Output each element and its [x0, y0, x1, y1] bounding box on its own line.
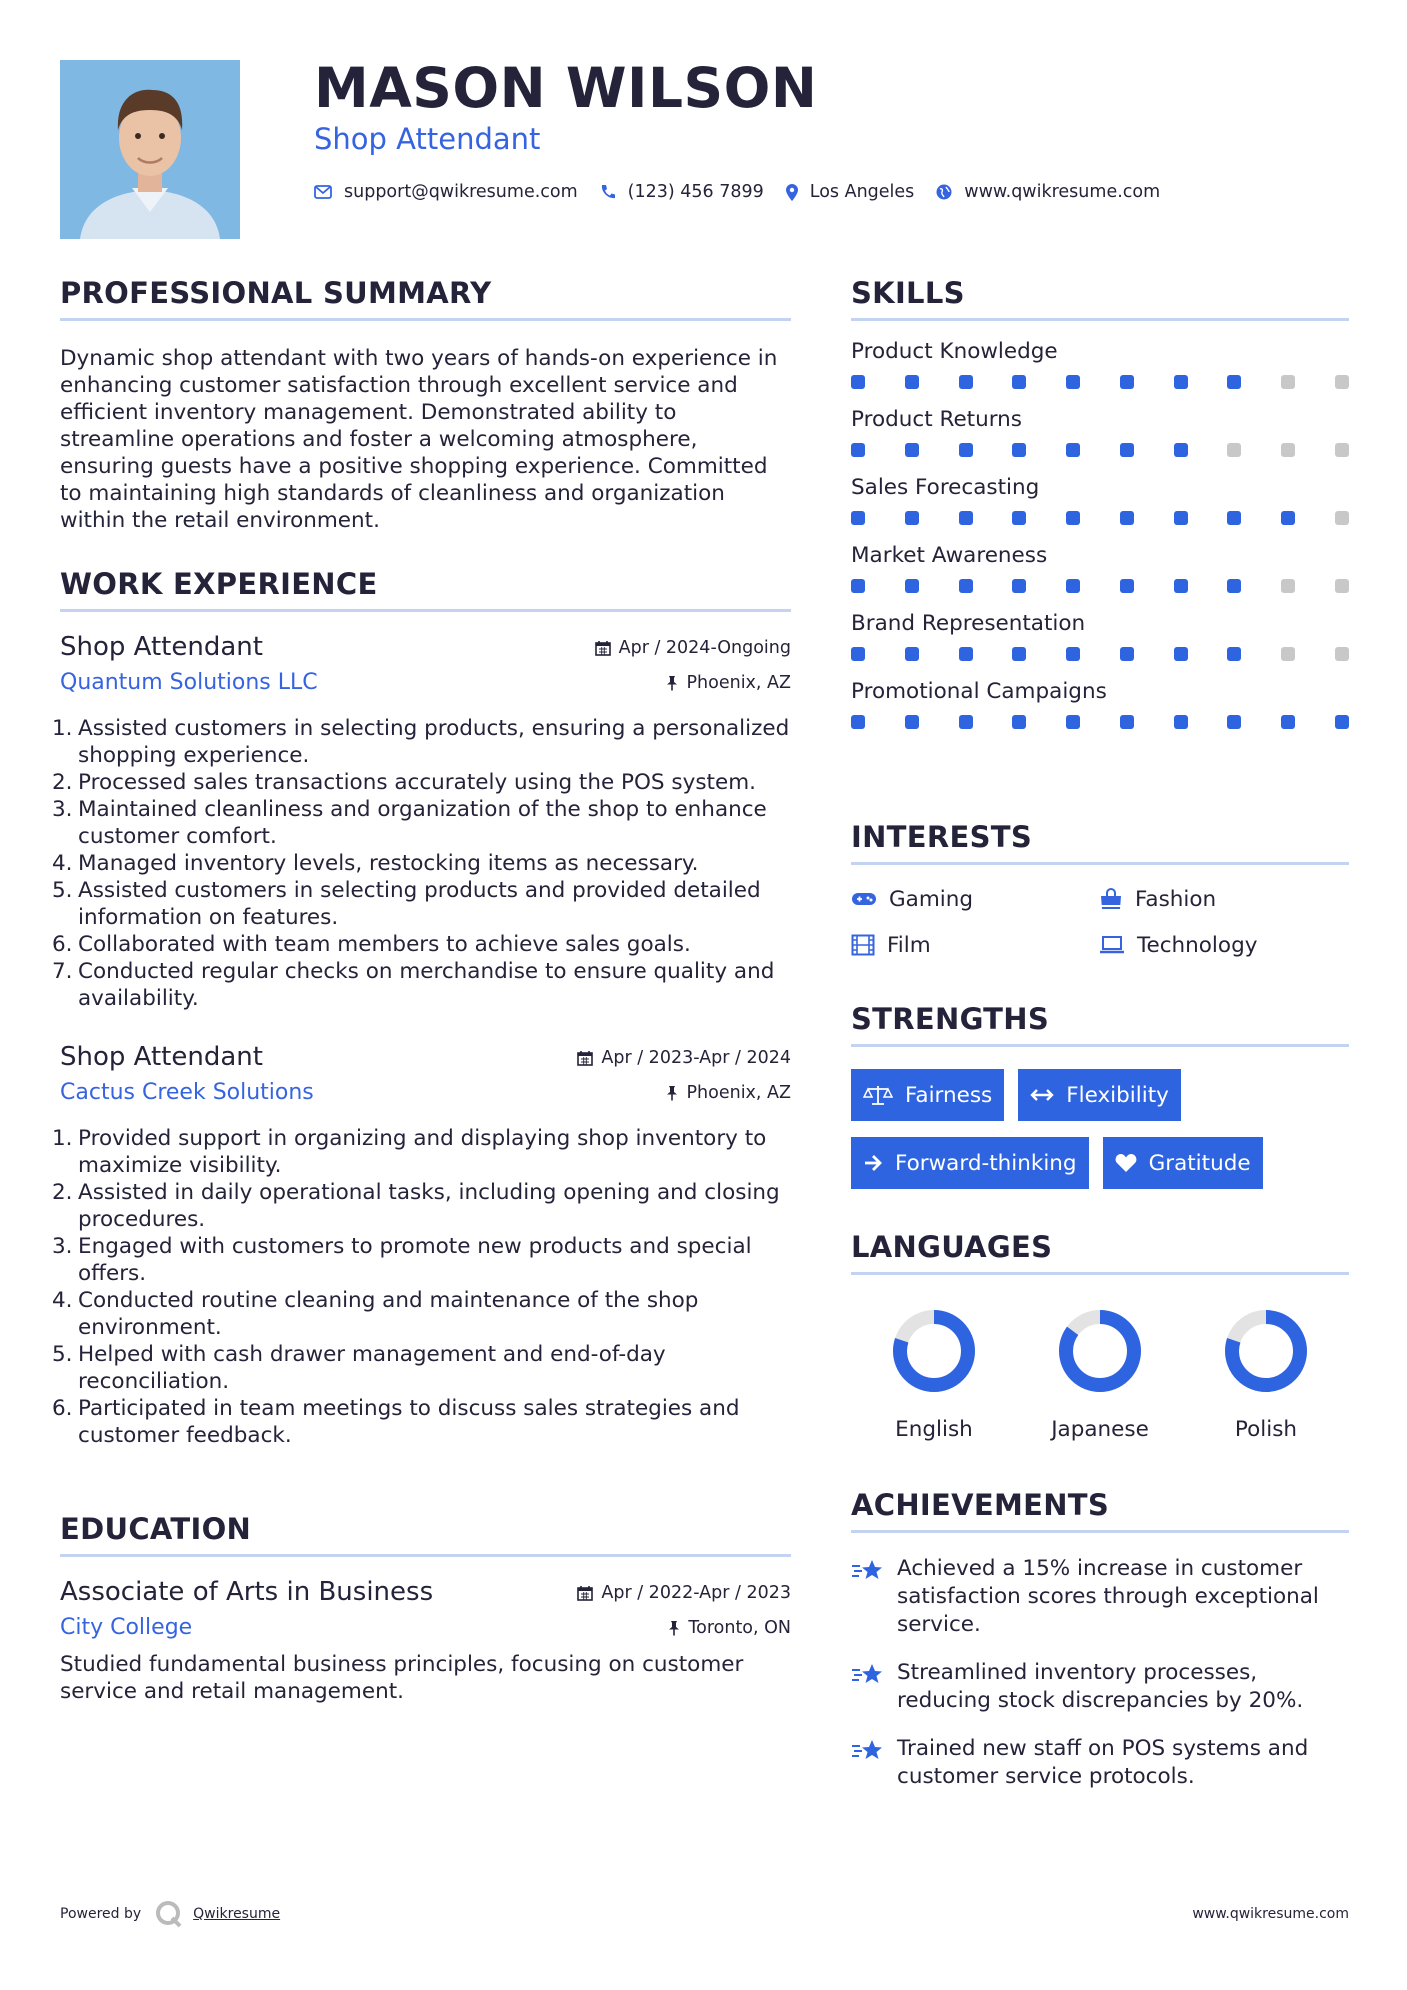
list-item: 6. Collaborated with team members to achieve sales goals.	[52, 932, 691, 957]
skill-dot-filled	[1066, 375, 1080, 389]
skill-dot-filled	[905, 443, 919, 457]
degree-title: Associate of Arts in Business	[60, 1577, 434, 1607]
language-proficiency-ring	[1224, 1309, 1308, 1393]
skill-dot-filled	[905, 647, 919, 661]
list-item: 4. Managed inventory levels, restocking items as necessary.	[52, 851, 699, 876]
skill-rating	[851, 503, 1349, 533]
education-heading: EDUCATION	[60, 1512, 252, 1546]
skills-section	[851, 276, 1349, 745]
skill-dot-empty	[1335, 375, 1349, 389]
skill-dot-filled	[851, 715, 865, 729]
education-section	[60, 1512, 791, 1705]
contact-location	[786, 182, 915, 202]
website-text: www.qwikresume.com	[964, 182, 1161, 202]
section-divider	[851, 862, 1349, 865]
achievements-heading: ACHIEVEMENTS	[851, 1488, 1110, 1522]
language-item	[851, 1309, 1017, 1442]
section-divider	[851, 1530, 1349, 1533]
interest-item: Fashion	[1099, 885, 1349, 913]
skill-dot-empty	[1281, 443, 1295, 457]
job-date: Apr / 2024-Ongoing	[595, 638, 791, 658]
skill-dot-filled	[959, 715, 973, 729]
skill-row	[851, 337, 1349, 397]
interest-item: Film	[851, 931, 1099, 959]
job-company: Cactus Creek Solutions	[60, 1080, 314, 1105]
skill-dot-empty	[1281, 647, 1295, 661]
list-item: 1. Assisted customers in selecting products, ensuring a personalized shopping experience.	[52, 716, 790, 768]
calendar-icon	[577, 1050, 593, 1066]
skill-name: Sales Forecasting	[851, 475, 1040, 500]
summary-text: Dynamic shop attendant with two years of hands-on experience in enhancing customer satisfaction through excellent service and efficient inventory management. Demonstrated ability to streamline operations and foster a welcoming atmosphere, ensuring guests have a positive shopping experience. Committed to maintaining high standards of cleanliness and organization within the retail environment.	[60, 346, 778, 533]
skill-row	[851, 609, 1349, 669]
skill-dot-filled	[1281, 511, 1295, 525]
experience-section	[52, 567, 791, 1449]
contact-email[interactable]	[314, 182, 578, 202]
phone-icon	[600, 184, 616, 200]
summary-section	[60, 276, 791, 534]
candidate-name: MASON WILSON	[314, 56, 818, 120]
strengths-section	[851, 1002, 1349, 1189]
email-text: support@qwikresume.com	[344, 182, 578, 202]
powered-by-text: Powered by	[60, 1906, 142, 1922]
qwikresume-logo-icon	[155, 1900, 183, 1928]
skill-rating	[851, 367, 1349, 397]
job-date: Apr / 2023-Apr / 2024	[577, 1048, 791, 1068]
skill-name: Product Returns	[851, 407, 1023, 432]
skill-dot-filled	[1012, 511, 1026, 525]
languages-heading: LANGUAGES	[851, 1230, 1053, 1264]
skill-name: Promotional Campaigns	[851, 679, 1107, 704]
section-divider	[60, 318, 791, 321]
languages-section	[851, 1230, 1349, 1442]
skill-dot-filled	[905, 375, 919, 389]
contact-bar	[314, 179, 1182, 205]
balance-scale-icon	[863, 1084, 893, 1106]
list-item: 7. Conducted regular checks on merchandise to ensure quality and availability.	[52, 959, 775, 1011]
skill-dot-empty	[1335, 511, 1349, 525]
strength-chip: Forward-thinking	[851, 1137, 1089, 1189]
job-entry	[52, 1042, 791, 1449]
skill-name: Brand Representation	[851, 611, 1086, 636]
skill-row	[851, 677, 1349, 737]
phone-text: (123) 456 7899	[627, 182, 764, 202]
summary-heading: PROFESSIONAL SUMMARY	[60, 276, 492, 310]
shooting-star-icon	[851, 1661, 885, 1687]
list-item: 3. Maintained cleanliness and organization of the shop to enhance customer comfort.	[52, 797, 767, 849]
skill-dot-filled	[1120, 443, 1134, 457]
skill-dot-filled	[1012, 443, 1026, 457]
heart-icon	[1115, 1153, 1137, 1173]
achievements-section	[851, 1488, 1349, 1791]
skill-dot-filled	[1012, 715, 1026, 729]
achievement-item: Achieved a 15% increase in customer satisfaction scores through exceptional service.	[851, 1555, 1349, 1639]
qwikresume-link[interactable]: Qwikresume	[193, 1906, 281, 1922]
skill-dot-filled	[1120, 511, 1134, 525]
footer-website[interactable]: www.qwikresume.com	[1192, 1906, 1349, 1922]
skill-dot-filled	[1227, 715, 1241, 729]
school-name: City College	[60, 1615, 193, 1640]
arrow-right-icon	[863, 1154, 883, 1172]
skill-dot-filled	[851, 443, 865, 457]
skill-dot-filled	[1174, 715, 1188, 729]
section-divider	[60, 1554, 791, 1557]
skill-dot-filled	[1120, 647, 1134, 661]
interests-heading: INTERESTS	[851, 820, 1033, 854]
education-location: Toronto, ON	[668, 1618, 791, 1638]
education-description: Studied fundamental business principles, focusing on customer service and retail management.	[60, 1652, 744, 1704]
language-proficiency-ring	[1058, 1309, 1142, 1393]
section-divider	[851, 1272, 1349, 1275]
skill-dot-filled	[1227, 375, 1241, 389]
skill-dot-filled	[851, 511, 865, 525]
list-item: 1. Provided support in organizing and displaying shop inventory to maximize visibility.	[52, 1126, 767, 1178]
calendar-icon	[595, 640, 611, 656]
skill-dot-filled	[1012, 647, 1026, 661]
strength-chip: Fairness	[851, 1069, 1004, 1121]
job-entry	[52, 632, 791, 1012]
skill-dot-filled	[1066, 443, 1080, 457]
list-item: 5. Assisted customers in selecting products and provided detailed information on features.	[52, 878, 761, 930]
skill-dot-empty	[1335, 579, 1349, 593]
globe-icon	[936, 184, 952, 200]
skill-dot-filled	[959, 443, 973, 457]
job-bullets	[52, 1125, 791, 1449]
language-name: Polish	[1234, 1417, 1298, 1442]
section-divider	[851, 318, 1349, 321]
section-divider	[851, 1044, 1349, 1047]
skill-dot-filled	[1281, 715, 1295, 729]
skill-dot-filled	[1066, 647, 1080, 661]
gamepad-icon	[851, 891, 877, 907]
skill-dot-filled	[851, 647, 865, 661]
skill-dot-filled	[959, 579, 973, 593]
shooting-star-icon	[851, 1557, 885, 1583]
skill-dot-filled	[1335, 715, 1349, 729]
skill-dot-empty	[1227, 443, 1241, 457]
interests-section	[851, 820, 1349, 959]
skill-dot-filled	[959, 647, 973, 661]
language-item	[1183, 1309, 1349, 1442]
skill-rating	[851, 639, 1349, 669]
skill-dot-filled	[905, 715, 919, 729]
skill-dot-filled	[851, 579, 865, 593]
list-item: 4. Conducted routine cleaning and maintenance of the shop environment.	[52, 1288, 699, 1340]
strengths-heading: STRENGTHS	[851, 1002, 1050, 1036]
skill-rating	[851, 571, 1349, 601]
job-title: Shop Attendant	[60, 1042, 263, 1072]
skill-dot-filled	[1227, 647, 1241, 661]
job-location: Phoenix, AZ	[666, 1083, 791, 1103]
skill-dot-filled	[1066, 511, 1080, 525]
list-item: 6. Participated in team meetings to discuss sales strategies and customer feedback.	[52, 1396, 740, 1448]
skill-dot-filled	[959, 375, 973, 389]
candidate-role: Shop Attendant	[314, 122, 541, 156]
language-name: English	[895, 1417, 973, 1442]
skill-dot-empty	[1335, 443, 1349, 457]
skill-row	[851, 541, 1349, 601]
job-location: Phoenix, AZ	[666, 673, 791, 693]
skill-dot-filled	[851, 375, 865, 389]
map-pin-icon	[786, 184, 798, 201]
skill-dot-filled	[905, 511, 919, 525]
skill-dot-filled	[1174, 511, 1188, 525]
skill-dot-empty	[1335, 647, 1349, 661]
skill-rating	[851, 707, 1349, 737]
skill-dot-filled	[1120, 579, 1134, 593]
skill-dot-filled	[1066, 715, 1080, 729]
pushpin-icon	[666, 1085, 678, 1101]
contact-website[interactable]	[936, 182, 1160, 202]
skill-row	[851, 405, 1349, 465]
language-proficiency-ring	[892, 1309, 976, 1393]
profile-photo	[60, 60, 240, 239]
list-item: 5. Helped with cash drawer management and end-of-day reconciliation.	[52, 1342, 666, 1394]
arrows-horizontal-icon	[1030, 1088, 1054, 1102]
job-company: Quantum Solutions LLC	[60, 670, 318, 695]
pushpin-icon	[668, 1620, 680, 1636]
skill-dot-filled	[1120, 375, 1134, 389]
skill-dot-filled	[1012, 579, 1026, 593]
skill-dot-filled	[1066, 579, 1080, 593]
skill-dot-filled	[1174, 443, 1188, 457]
experience-heading: WORK EXPERIENCE	[60, 567, 378, 601]
skill-rating	[851, 435, 1349, 465]
laptop-icon	[1099, 935, 1125, 955]
strength-chip: Flexibility	[1018, 1069, 1181, 1121]
skill-dot-filled	[1174, 579, 1188, 593]
skill-dot-filled	[1012, 375, 1026, 389]
calendar-icon	[577, 1585, 593, 1601]
education-date: Apr / 2022-Apr / 2023	[577, 1583, 791, 1603]
skill-dot-filled	[1227, 579, 1241, 593]
film-icon	[851, 934, 875, 956]
language-item	[1017, 1309, 1183, 1442]
job-bullets	[52, 715, 791, 1012]
section-divider	[60, 609, 791, 612]
skill-name: Product Knowledge	[851, 339, 1058, 364]
envelope-icon	[314, 185, 332, 199]
interest-item: Gaming	[851, 885, 1099, 913]
skills-list	[851, 337, 1349, 737]
skill-dot-filled	[1227, 511, 1241, 525]
skill-dot-empty	[1281, 579, 1295, 593]
list-item: 3. Engaged with customers to promote new products and special offers.	[52, 1234, 752, 1286]
skill-dot-filled	[1174, 375, 1188, 389]
achievement-item: Streamlined inventory processes, reducing stock discrepancies by 20%.	[851, 1659, 1349, 1715]
shooting-star-icon	[851, 1737, 885, 1763]
language-name: Japanese	[1051, 1417, 1149, 1442]
pushpin-icon	[666, 675, 678, 691]
contact-phone[interactable]	[600, 182, 764, 202]
skill-row	[851, 473, 1349, 533]
job-title: Shop Attendant	[60, 632, 263, 662]
skill-dot-filled	[1120, 715, 1134, 729]
strength-chip: Gratitude	[1103, 1137, 1263, 1189]
interest-item: Technology	[1099, 931, 1349, 959]
skill-dot-filled	[1174, 647, 1188, 661]
skills-heading: SKILLS	[851, 276, 965, 310]
skill-dot-empty	[1281, 375, 1295, 389]
shopping-bag-icon	[1099, 888, 1123, 910]
list-item: 2. Processed sales transactions accurately using the POS system.	[52, 770, 756, 795]
skill-name: Market Awareness	[851, 543, 1048, 568]
skill-dot-filled	[905, 579, 919, 593]
skill-dot-filled	[959, 511, 973, 525]
list-item: 2. Assisted in daily operational tasks, including opening and closing procedures.	[52, 1180, 780, 1232]
footer-branding	[60, 1900, 280, 1928]
achievement-item: Trained new staff on POS systems and customer service protocols.	[851, 1735, 1349, 1791]
location-text: Los Angeles	[809, 182, 915, 202]
